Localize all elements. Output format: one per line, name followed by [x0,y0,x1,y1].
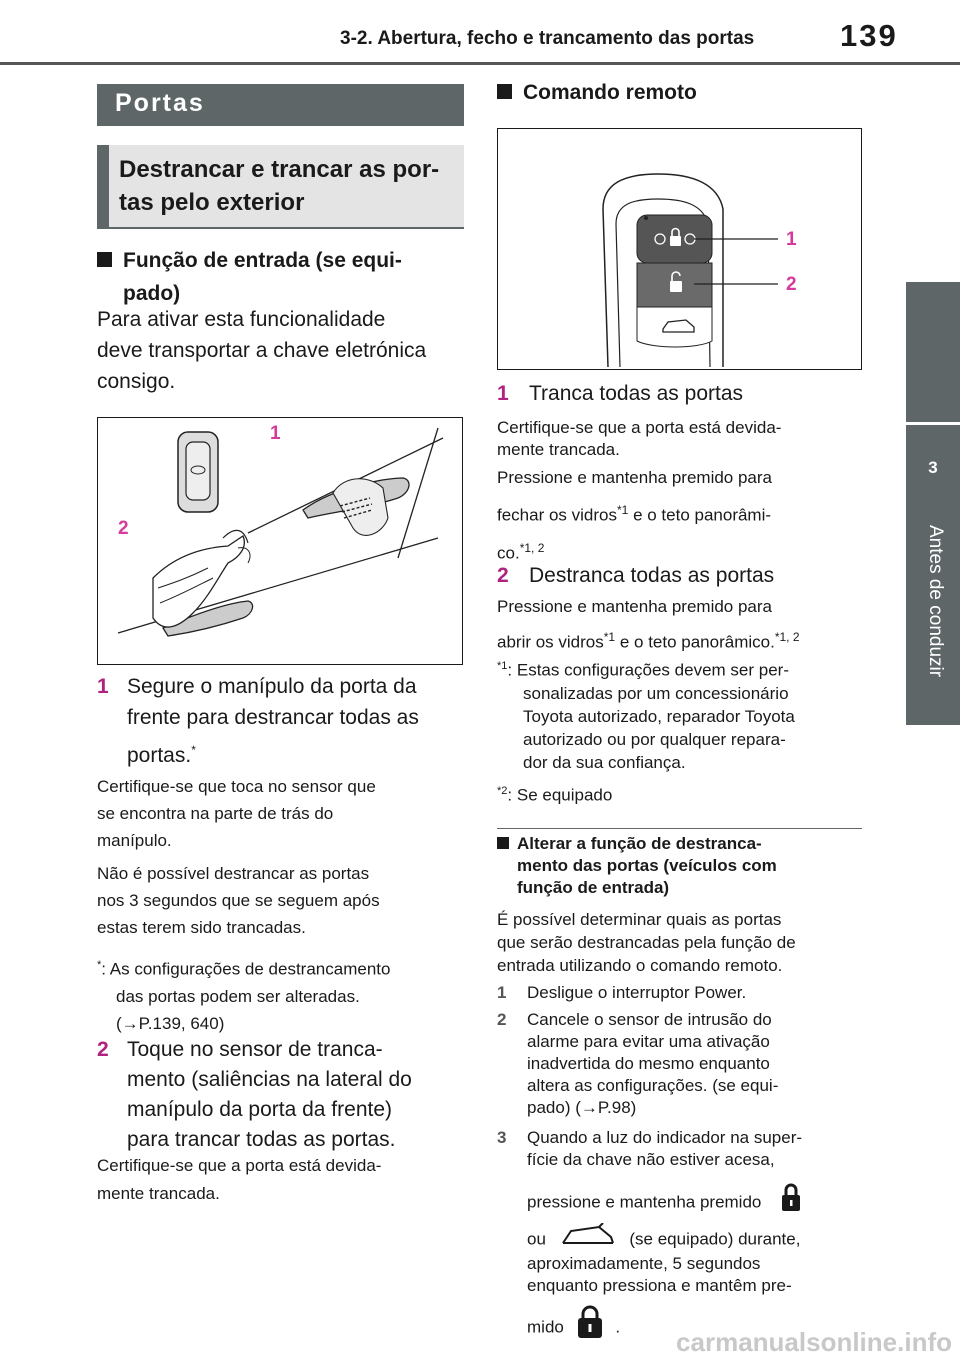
section-heading: Portas [97,84,464,126]
remote-heading: Comando remoto [497,76,697,109]
subheading-line: tas pelo exterior [119,189,305,216]
square-bullet-icon [97,252,112,267]
entry-step-1: 1 Segure o manípulo da porta da frente para destrancar todas as portas.* [97,675,419,767]
chapter-number: 3 [928,458,938,477]
entry-step-2: 2 Toque no sensor de tranca- mento (saliências na lateral do manípulo da porta da frente) para trancar todas as portas. [97,1038,412,1151]
tailgate-icon [559,1223,617,1257]
remote-figure [497,128,862,370]
remote-footnotes: $^{*1}$: Estas configurações devem ser per- sonalizadas por um concessionário Toyota autorizado, reparador Toyota autorizado ou por qualquer repara- dor da sua confiança. $^{*2}$: Se equipado [497,660,795,805]
entry-function-figure [97,417,463,665]
change-function-heading: Alterar a função de destranca- mento das portas (veículos com função de entrada) [497,833,777,899]
entry-function-heading: Função de entrada (se equi- pado) [97,244,464,310]
divider [497,828,862,829]
change-function-intro: É possível determinar quais as portas que serão destrancadas pela função de entrada utilizando o comando remoto. [497,910,796,975]
figure-label-1: 1 [270,423,281,444]
change-step-2: 2 Cancele o sensor de intrusão do alarme para evitar uma ativação inadvertida do mesmo enquanto altera as configurações. (se equi- pado) (→P.98) [497,1010,779,1117]
square-bullet-icon [497,84,512,99]
chapter-label: Antes de conduzir [925,525,946,678]
subheading-line: Destrancar e trancar as por- [119,156,440,183]
watermark: carmanualsonline.info [676,1327,952,1357]
section-title: 3-2. Abertura, fecho e trancamento das portas [340,28,755,49]
door-handle-illustration [98,418,461,663]
figure-label-2: 2 [786,274,797,295]
entry-step-1-notes: Certifique-se que toca no sensor que se encontra na parte de trás do manípulo. Não é possível destrancar as portas nos 3 segundos que se seguem após estas terem sido trancadas. [97,777,380,937]
remote-step-2: 2 Destranca todas as portas [497,564,775,587]
remote-step-1: 1 Tranca todas as portas [497,382,743,405]
page-number: 139 [840,18,898,53]
figure-label-1: 1 [786,229,797,250]
header-rule [0,62,960,65]
lock-icon [780,1181,802,1225]
entry-step-2-notes: Certifique-se que a porta está devida- mente trancada. [97,1156,382,1203]
change-step-1: 1 Desligue o interruptor Power. [497,983,747,1002]
entry-footnote: *: As configurações de destrancamento das portas podem ser alteradas. (→P.139, 640) [97,959,391,1033]
figure-label-2: 2 [118,518,129,539]
chapter-tab-top [906,282,960,422]
remote-key-illustration [498,129,860,368]
lock-icon [577,1305,603,1351]
subheading-rule [97,227,464,229]
remote-step-2-notes: Pressione e mantenha premido para abrir os vidros$^{*1}$ e o teto panorâmico.$^{*1, 2}$ [497,597,800,652]
change-step-3: 3 Quando a luz do indicador na super- fície da chave não estiver acesa, pressione e mantenha premido ou (se equipado) durante, aproximadamente, 5 segundos enquanto pressiona e mantêm pre- mido . [497,1127,877,1339]
square-bullet-icon [497,837,509,849]
subheading [97,145,464,227]
entry-intro: Para ativar esta funcionalidade deve transportar a chave eletrónica consigo. [97,308,427,393]
remote-step-1-notes: Certifique-se que a porta está devida- mente trancada. Pressione e mantenha premido para fechar os vidros$^{*1}$ e o teto panorâmi- co.$^{*1, 2}$ [497,418,782,563]
